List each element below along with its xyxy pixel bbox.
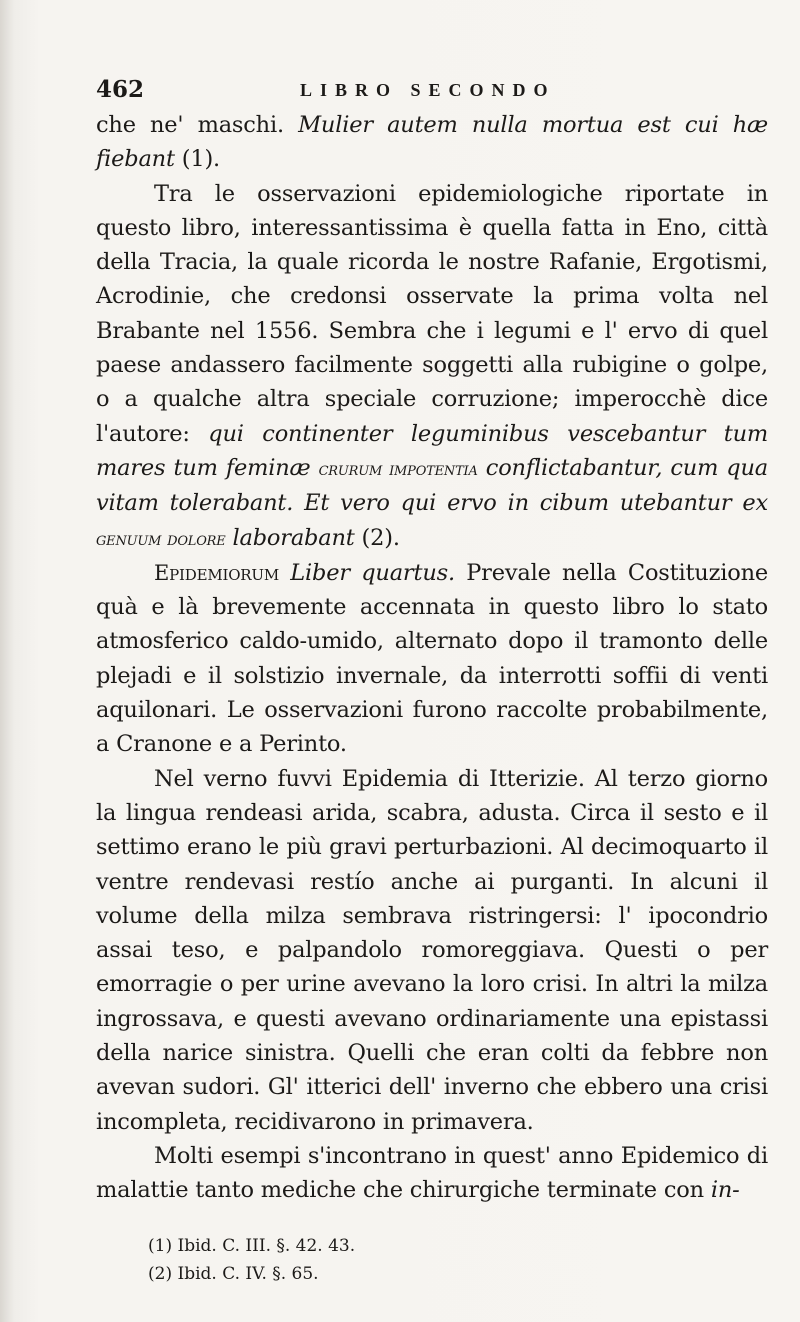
paragraph-4: Nel verno fuvvi Epidemia di Itterizie. Al terzo giorno la lingua rendeasi arida, scabra, adusta. Circa il sesto e il settimo erano le più gravi perturbazioni. Al decimoquarto il ventre rendevasi restío anche ai purganti. In alcuni il volume della milza sembrava ristringersi: l' ipocondrio assai teso, e palpandolo romoreggiava. Questi o per emorragie o per urine avevano la loro crisi. In altri la milza ingrossava, e questi avevano ordinariamente una epistassi della narice sinistra. Quelli che eran colti da febbre non avevan sudori. Gl' itterici dell' inverno che ebbero una crisi incompleta, recidivarono in primavera. [96,765,768,1135]
footnote-2: (2) Ibid. C. IV. §. 65. [148,1264,319,1284]
running-head: LIBRO SECONDO [300,80,556,100]
footnote-1: (1) Ibid. C. III. §. 42. 43. [148,1236,356,1256]
page-number: 462 [96,76,145,103]
paragraph-1: che ne' maschi. Mulier autem nulla mortua est cui hæ fiebant (1). [96,112,768,173]
footnotes [148,1232,548,1288]
paragraph-2: Tra le osservazioni epidemiologiche riportate in questo libro, interessantissima è quella fatta in Eno, città della Tracia, la quale ricorda le nostre Rafanie, Ergotismi, Acrodinie, che credonsi osservate la prima volta nel Brabante nel 1556. Sembra che i legumi e l' ervo di quel paese andassero facilmente soggetti alla rubigine o golpe, o a qualche altra speciale corruzione; imperocchè dice l'autore: qui continenter leguminibus vescebantur tum mares tum feminæ crurum impotentia conflictabantur, cum qua vitam tolerabant. Et vero qui ervo in cibum utebantur ex genuum dolore laborabant (2). [96,180,769,551]
paragraph-3: Epidemiorum Liber quartus. Prevale nella Costituzione quà e là brevemente accennata in questo libro lo stato atmosferico caldo-umido, alternato dopo il tramonto delle plejadi e il solstizio invernale, da interrotti soffii di venti aquilonari. Le osservazioni furono raccolte probabilmente, a Cranone e a Perinto. [96,559,769,758]
paragraph-5: Molti esempi s'incontrano in quest' anno Epidemico di malattie tanto mediche che chirurgiche terminate con in- [96,1142,768,1204]
body-text [96,108,768,1208]
page-header [96,76,746,112]
